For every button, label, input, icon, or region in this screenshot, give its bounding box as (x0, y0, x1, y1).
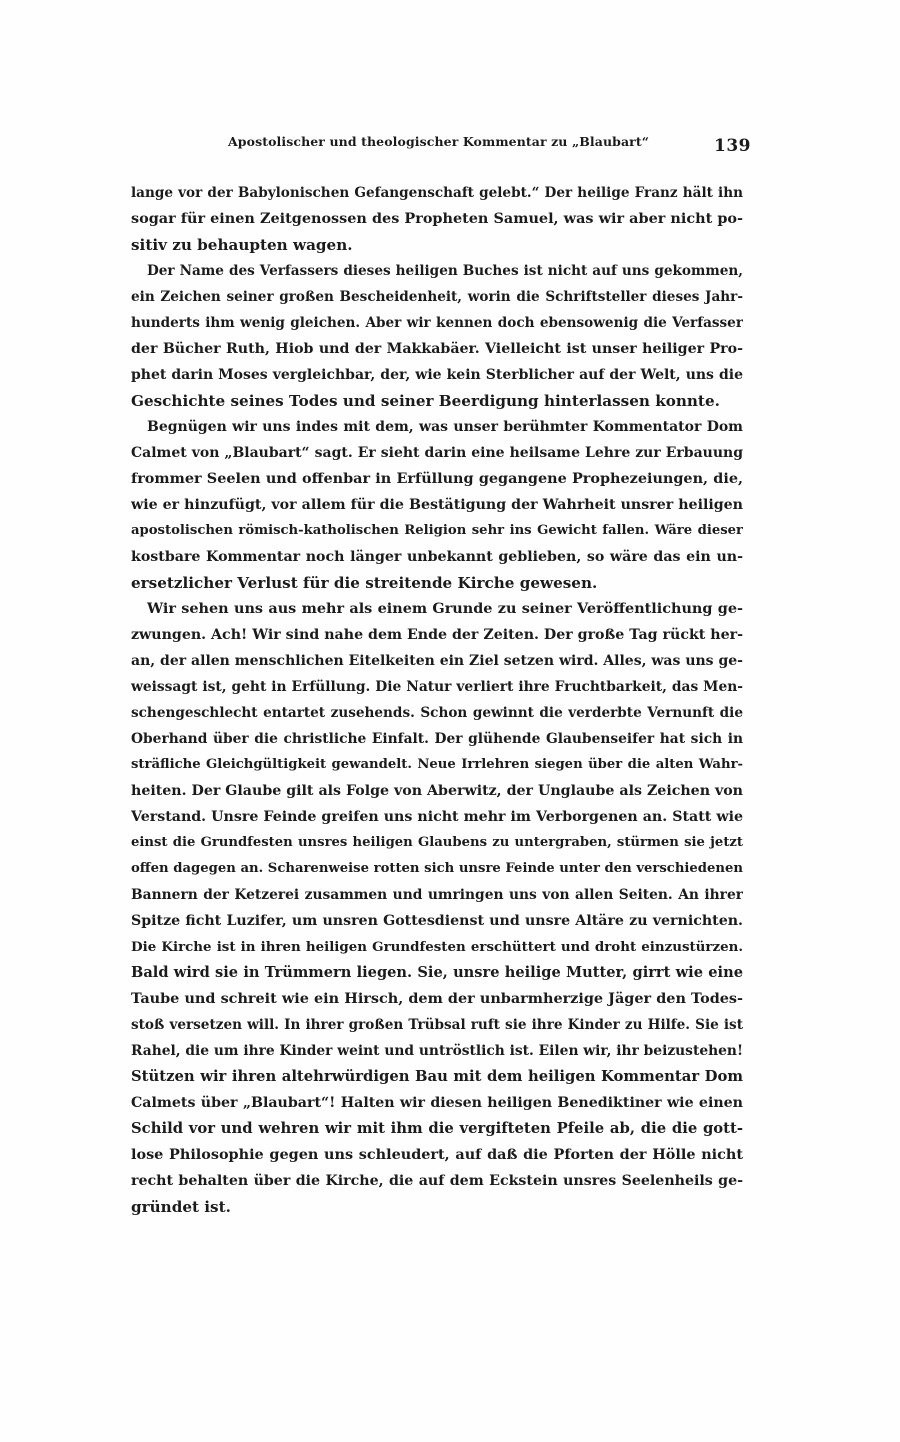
text-line: einst die Grundfesten unsres heiligen Glaubens zu untergraben, stürmen sie jetzt (131, 835, 743, 850)
text-line: ein Zeichen seiner großen Bescheidenheit, worin die Schriftsteller dieses Jahr- (131, 289, 743, 305)
paragraph (131, 414, 743, 596)
text-line: der Bücher Ruth, Hiob und der Makkabäer. Vielleicht ist unser heiliger Pro- (131, 341, 743, 357)
text-line: lange vor der Babylonischen Gefangenschaft gelebt.“ Der heilige Franz hält ihn (131, 185, 743, 201)
text-line: Rahel, die um ihre Kinder weint und untröstlich ist. Eilen wir, ihr beizustehen! (131, 1043, 743, 1059)
text-line: Stützen wir ihren altehrwürdigen Bau mit dem heiligen Kommentar Dom (131, 1068, 743, 1085)
body-text (131, 180, 743, 1220)
text-line: Schild vor und wehren wir mit ihm die vergifteten Pfeile ab, die die gott- (131, 1120, 743, 1137)
text-line: Taube und schreit wie ein Hirsch, dem der unbarmherzige Jäger den Todes- (131, 990, 743, 1007)
text-line: Oberhand über die christliche Einfalt. Der glühende Glaubenseifer hat sich in (131, 731, 743, 747)
text-line: Verstand. Unsre Feinde greifen uns nicht mehr im Verborgenen an. Statt wie (131, 809, 743, 825)
text-line: kostbare Kommentar noch länger unbekannt geblieben, so wäre das ein un- (131, 549, 743, 565)
text-line: Bald wird sie in Trümmern liegen. Sie, unsre heilige Mutter, girrt wie eine (131, 964, 743, 981)
running-head: Apostolischer und theologischer Kommentar zu „Blaubart“ (228, 134, 650, 149)
text-line: hunderts ihm wenig gleichen. Aber wir kennen doch ebensowenig die Verfasser (131, 315, 743, 331)
text-line: Der Name des Verfassers dieses heiligen Buches ist nicht auf uns gekommen, (147, 263, 743, 279)
text-line: apostolischen römisch-katholischen Religion sehr ins Gewicht fallen. Wäre dieser (131, 523, 743, 538)
text-line: sogar für einen Zeitgenossen des Propheten Samuel, was wir aber nicht po- (131, 210, 743, 227)
text-line: sitiv zu behaupten wagen. (131, 236, 353, 254)
page-number: 139 (714, 136, 751, 156)
text-line: zwungen. Ach! Wir sind nahe dem Ende der Zeiten. Der große Tag rückt her- (131, 627, 743, 643)
paragraph (131, 180, 743, 258)
text-line: ersetzlicher Verlust für die streitende Kirche gewesen. (131, 574, 598, 592)
text-line: recht behalten über die Kirche, die auf dem Eckstein unsres Seelenheils ge- (131, 1173, 743, 1189)
text-line: Bannern der Ketzerei zusammen und umringen uns von allen Seiten. An ihrer (131, 887, 743, 903)
text-line: heiten. Der Glaube gilt als Folge von Aberwitz, der Unglaube als Zeichen von (131, 783, 743, 799)
text-line: schengeschlecht entartet zusehends. Schon gewinnt die verderbte Vernunft die (131, 705, 743, 721)
text-line: Geschichte seines Todes und seiner Beerdigung hinterlassen konnte. (131, 392, 720, 410)
text-line: frommer Seelen und offenbar in Erfüllung gegangene Prophezeiungen, die, (131, 470, 743, 487)
text-line: Spitze ficht Luzifer, um unsren Gottesdienst und unsre Altäre zu vernichten. (131, 913, 743, 929)
text-line: gründet ist. (131, 1198, 231, 1216)
text-line: offen dagegen an. Scharenweise rotten sich unsre Feinde unter den verschiedenen (131, 861, 743, 876)
text-line: phet darin Moses vergleichbar, der, wie kein Sterblicher auf der Welt, uns die (131, 367, 743, 383)
text-line: Calmet von „Blaubart“ sagt. Er sieht darin eine heilsame Lehre zur Erbauung (131, 445, 743, 461)
paragraph (131, 258, 743, 414)
text-line: Wir sehen uns aus mehr als einem Grunde zu seiner Veröffentlichung ge- (147, 600, 743, 617)
text-line: lose Philosophie gegen uns schleudert, auf daß die Pforten der Hölle nicht (131, 1146, 743, 1163)
text-line: Calmets über „Blaubart“! Halten wir diesen heiligen Benediktiner wie einen (131, 1095, 743, 1111)
text-line: sträfliche Gleichgültigkeit gewandelt. Neue Irrlehren siegen über die alten Wahr- (131, 757, 743, 772)
text-line: wie er hinzufügt, vor allem für die Bestätigung der Wahrheit unsrer heiligen (131, 497, 743, 513)
text-line: Begnügen wir uns indes mit dem, was unser berühmter Kommentator Dom (147, 419, 743, 435)
text-line: stoß versetzen will. In ihrer großen Trübsal ruft sie ihre Kinder zu Hilfe. Sie ist (131, 1017, 743, 1033)
text-line: Die Kirche ist in ihren heiligen Grundfesten erschüttert und droht einzustürzen. (131, 939, 743, 955)
text-line: weissagt ist, geht in Erfüllung. Die Natur verliert ihre Fruchtbarkeit, das Men- (131, 679, 743, 695)
text-line: an, der allen menschlichen Eitelkeiten ein Ziel setzen wird. Alles, was uns ge- (131, 653, 743, 669)
paragraph (131, 596, 743, 1220)
